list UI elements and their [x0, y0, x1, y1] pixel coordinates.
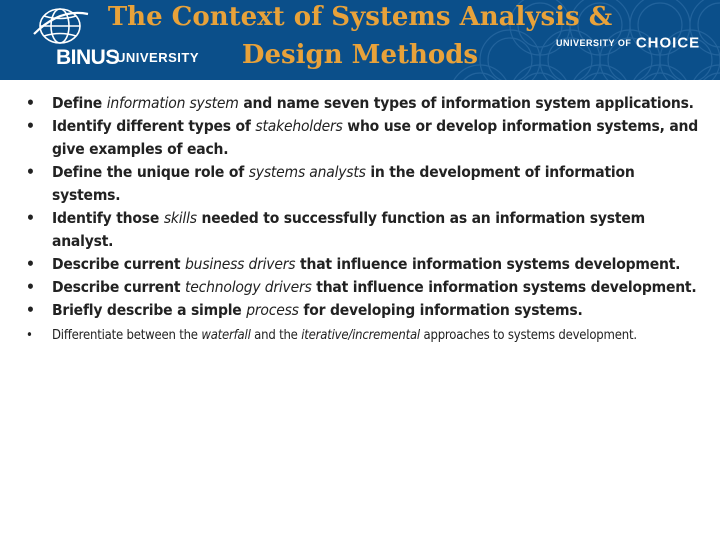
- item-emphasis: stakeholders: [255, 117, 343, 135]
- bullet: •: [26, 209, 35, 227]
- list-item: [20, 253, 700, 276]
- list-item: [20, 326, 700, 346]
- list-item: [20, 161, 700, 207]
- list-item: [20, 207, 700, 253]
- bullet: •: [26, 278, 35, 296]
- list-item: [20, 115, 700, 161]
- item-text: Briefly describe a simple: [52, 301, 247, 319]
- item-text: and name seven types of information system applications.: [238, 94, 694, 112]
- item-emphasis: skills: [163, 209, 197, 227]
- item-text: that influence information systems development.: [295, 255, 681, 273]
- item-text: that influence information systems development.: [311, 278, 697, 296]
- logo-university-text: UNIVERSITY: [116, 50, 200, 65]
- item-emphasis: information system: [106, 94, 239, 112]
- objectives-list: [20, 92, 700, 346]
- item-emphasis: waterfall: [201, 328, 251, 343]
- slide-title-line2: Design Methods: [241, 40, 479, 70]
- item-text: who use or develop information systems, and give examples of each.: [52, 117, 699, 158]
- item-text: needed to successfully function as an information system analyst.: [52, 209, 645, 250]
- item-text: Define the unique role of: [52, 163, 249, 181]
- bullet: •: [26, 301, 35, 319]
- list-item: [20, 299, 700, 322]
- item-emphasis: technology drivers: [185, 278, 312, 296]
- globe-icon: [30, 4, 90, 50]
- item-emphasis: iterative/incremental: [301, 328, 420, 343]
- item-emphasis: process: [246, 301, 299, 319]
- bullet: •: [26, 94, 35, 112]
- item-text: Identify those: [52, 209, 164, 227]
- bullet: •: [26, 117, 35, 135]
- item-text: Describe current: [52, 255, 186, 273]
- bullet: •: [26, 328, 33, 343]
- item-text: Describe current: [52, 278, 186, 296]
- item-text: Identify different types of: [52, 117, 256, 135]
- item-text: approaches to systems development.: [420, 328, 637, 343]
- slide-title: [100, 0, 620, 74]
- tagline-prefix: UNIVERSITY OF: [556, 37, 632, 48]
- slide-title-line1: The Context of Systems Analysis &: [107, 2, 613, 32]
- item-text: in the development of information systems.: [52, 163, 635, 204]
- bullet: •: [26, 163, 35, 181]
- item-text: for developing information systems.: [298, 301, 583, 319]
- item-emphasis: business drivers: [185, 255, 296, 273]
- logo-binus-text: BINUS: [56, 46, 119, 69]
- item-emphasis: systems analysts: [248, 163, 366, 181]
- item-text: Define: [52, 94, 107, 112]
- list-item: [20, 276, 700, 299]
- list-item: [20, 92, 700, 115]
- header-band: [0, 0, 720, 80]
- bullet: •: [26, 255, 35, 273]
- tagline-choice: CHOICE: [635, 34, 701, 52]
- item-text: Differentiate between the: [52, 328, 202, 343]
- item-text: and the: [250, 328, 302, 343]
